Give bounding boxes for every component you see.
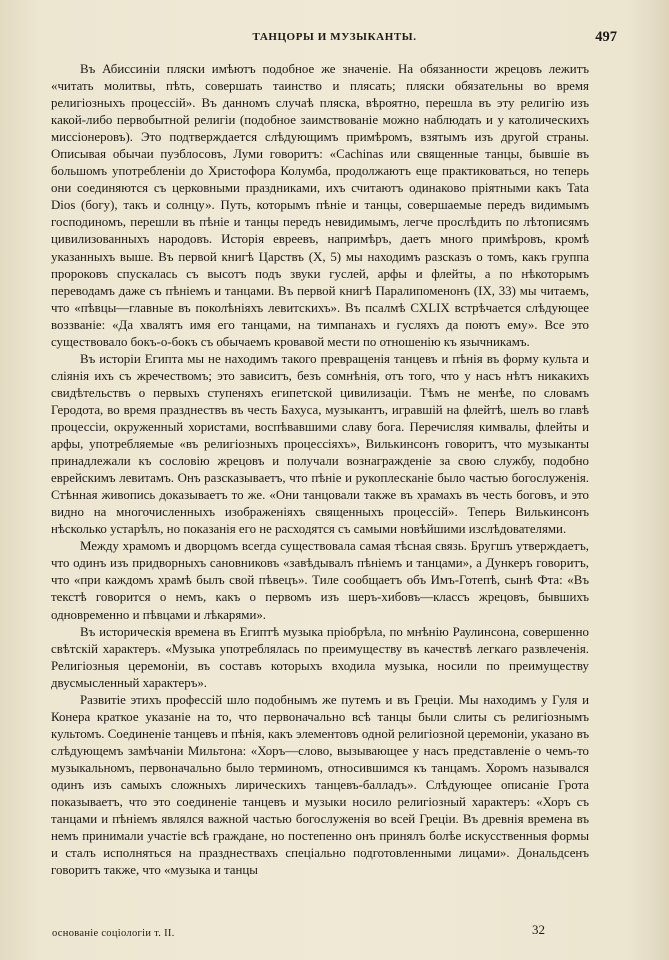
printer-signature: основаніе соціологіи т. II. [52, 928, 175, 939]
paragraph-greece: Развитіе этихъ профессій шло подобнымъ же путемъ и въ Греціи. Мы находимъ у Гуля и Конера краткое указаніе на то, что первоначально всѣ танцы были слиты съ религіознымъ культомъ. Соединеніе танцевъ и пѣнія, какъ элементовъ одной религіозной церемоніи, указано въ слѣдующемъ замѣчаніи Мильтона: «Хоръ—слово, вызывающее у насъ представленіе о чемъ-то музыкальномъ, первоначально было терминомъ, относившимся къ танцамъ. Хоромъ назывался одинъ изъ самыхъ сложныхъ лирическихъ танцевъ-балладъ». Слѣдующее описаніе Грота показываетъ, что это соединеніе танцевъ и музыки носило религіозный характеръ: «Хоръ съ танцами и пѣніемъ являлся важной частью богослуженія во всей Греціи. Въ древнія времена въ немъ принимали участіе всѣ граждане, но постепенно онъ принялъ болѣе искусственныя формы и сталъ исполняться на празднествахъ спеціально подготовленными лицами». Дональдсенъ говоритъ также, что «музыка и танцы [51, 692, 589, 878]
page-footer [0, 922, 669, 948]
paragraph-historical-egypt: Въ историческія времена въ Египтѣ музыка пріобрѣла, по мнѣнію Раулинсона, совершенно свѣтскій характеръ. «Музыка употреблялась по преимуществу въ качествѣ легкаго развлеченія. Религіозныя церемоніи, въ составъ которыхъ входила музыка, носили по преимуществу двусмысленный характеръ». [51, 624, 589, 690]
body-text [51, 61, 589, 879]
page-number: 497 [595, 29, 617, 45]
page-header [52, 29, 617, 49]
running-title: ТАНЦОРЫ И МУЗЫКАНТЫ. [252, 31, 417, 43]
paragraph-temple-palace: Между храмомъ и дворцомъ всегда существовала самая тѣсная связь. Бругшъ утверждаетъ, что одинъ изъ придворныхъ сановниковъ «завѣдывалъ пѣніемъ и танцами», а Дункеръ говоритъ, что «при каждомъ храмѣ былъ свой пѣвецъ». Тиле сообщаетъ объ Имъ-Готепѣ, сынѣ Фта: «Въ текстѣ говорится о немъ, какъ о первомъ изъ шеръ-хибовъ—классъ жрецовъ, бывшихъ одновременно и пѣвцами и лѣкарями». [51, 539, 589, 622]
paragraph-egypt: Въ исторіи Египта мы не находимъ такого превращенія танцевъ и пѣнія въ форму культа и сліянія ихъ съ жречествомъ; это зависитъ, безъ сомнѣнія, отъ того, что у насъ нѣтъ никакихъ свидѣтельствъ о первыхъ ступеняхъ египетской цивилизаціи. Тѣмъ не менѣе, по словамъ Геродота, во время празднествъ въ честь Бахуса, музыкантъ, игравшій на флейтѣ, шелъ во главѣ процессіи, окруженный хористами, воспѣвавшими славу бога. Перечисляя кимвалы, флейты и арфы, употребляемые «въ религіозныхъ процессіяхъ», Вилькинсонъ говоритъ, что музыканты принадлежали къ сословію жрецовъ и получали вознагражденіе за свою службу, подобно еврейскимъ левитамъ. Онъ разсказываетъ, что пѣніе и рукоплесканіе было частью богослуженія. Стѣнная живопись доказываетъ то же. «Они танцовали также въ храмахъ въ честь боговъ, и это видно на многочисленныхъ изображеніяхъ священныхъ процессій». Теперь Вилькинсонъ нѣсколько устарѣлъ, но показанія его не расходятся съ самыми новѣйшими изслѣдователями. [51, 351, 589, 537]
paragraph-abyssinia: Въ Абиссиніи пляски имѣютъ подобное же значеніе. На обязанности жрецовъ лежитъ «читать молитвы, пѣть, совершать таинство и плясать; пляски обязательны во время религіозныхъ процессій». Въ данномъ случаѣ пляска, вѣроятно, перешла въ эту религію изъ какой-либо первобытной религіи (подобное заимствованіе можно наблюдать и у католическихъ миссіонеровъ). Это подтверждается слѣдующимъ примѣромъ, взятымъ изъ другой страны. Описывая обычаи пуэблосовъ, Луми говоритъ: «Cachinas или священные танцы, бывшіе въ большомъ употребленіи до Христофора Колумба, продолжаютъ еще практиковаться, но теперь они соединяются съ церковными праздниками, ихъ считаютъ одинаково пріятными какъ Tata Dios (богу), такъ и солнцу». Путь, которымъ пѣніе и танцы, совершаемые передъ видимымъ господиномъ, перешли въ пѣніе и танцы передъ невидимымъ, легче прослѣдить по лѣтописямъ цивилизованныхъ народовъ. Исторія евреевъ, напримѣръ, даетъ много примѣровъ, кромѣ указанныхъ выше. Въ первой книгѣ Царствъ (X, 5) мы находимъ разсказъ о томъ, какъ группа пророковъ спускалась съ высотъ подъ звуки гуслей, арфы и флейты, а по нѣкоторымъ переводамъ даже съ пѣніемъ и танцами. Въ первой книгѣ Паралипоменонъ (IX, 33) мы читаемъ, что «пѣвцы—главные въ поколѣніяхъ левитскихъ». Въ псалмѣ CXLIX встрѣчается слѣдующее воззваніе: «Да хвалятъ имя его танцами, на тимпанахъ и гусляхъ да поютъ ему». Все это существовало бокъ-о-бокъ съ обычаемъ кровавой мести по отношенію къ язычникамъ. [51, 62, 589, 349]
sheet-number: 32 [532, 922, 545, 937]
